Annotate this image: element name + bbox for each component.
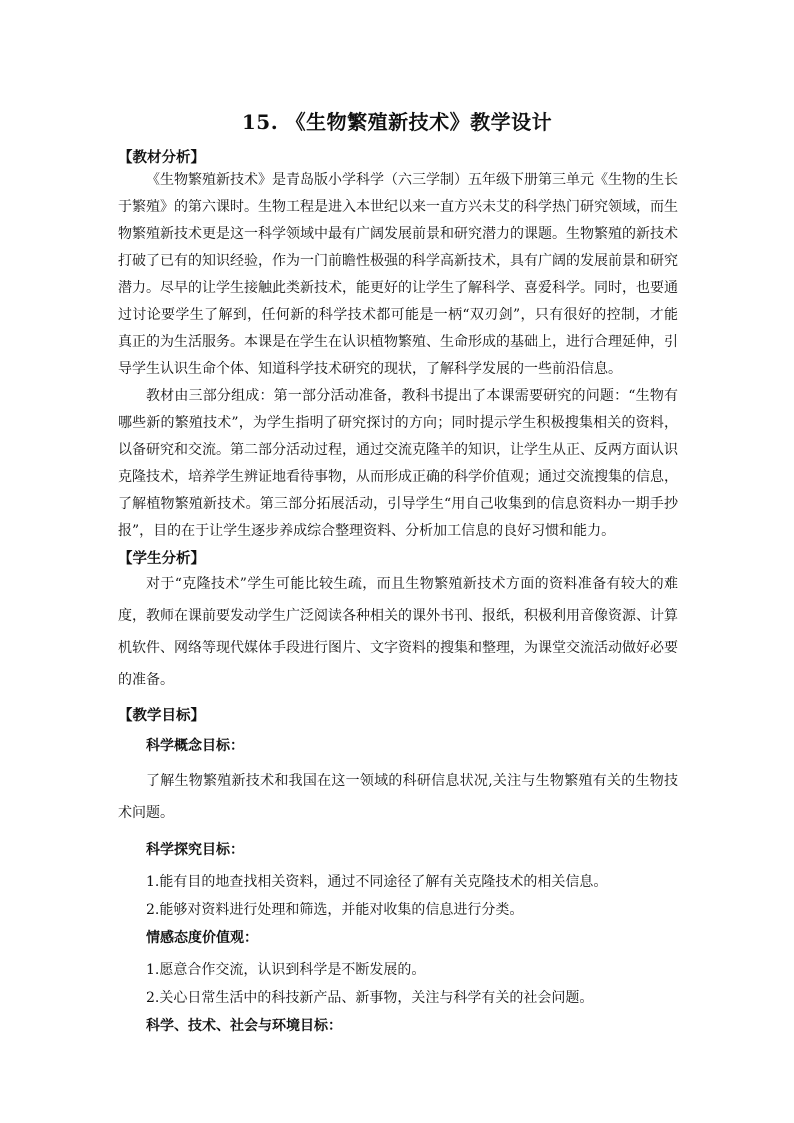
concept-goal-text: 了解生物繁殖新技术和我国在这一领域的科研信息状况,关注与生物繁殖有关的生物技术问题。 <box>118 773 678 821</box>
emotion-goal-item: 1.愿意合作交流，认识到科学是不断发展的。 <box>146 962 426 978</box>
sts-goal-title: 科学、技术、社会与环境目标： <box>146 1018 342 1034</box>
material-paragraph-1: 《生物繁殖新技术》是青岛版小学科学（六三学制）五年级下册第三单元《生物的生长于繁殖》的第六课时。生物工程是进入本世纪以来一直方兴未艾的科学热门研究领域，而生物繁殖新技术更是这一科学领域中最有广阔发展前景和研究潜力的课题。生物繁殖的新技术打破了已有的知识经验，作为一门前瞻性极强的科学高新技术，具有广阔的发展前景和研究潜力。尽早的让学生接触此类新技术，能更好的让学生了解科学、喜爱科学。同时，也要通过讨论要学生了解到，任何新的科学技术都可能是一柄“双刃剑”，只有很好的控制，才能真正的为生活服务。本课是在学生在认识植物繁殖、生命形成的基础上，进行合理延伸，引导学生认识生命个体、知道科学技术研究的现状，了解科学发展的一些前沿信息。 <box>118 172 678 377</box>
section-heading-goals: 【教学目标】 <box>118 707 205 724</box>
document-title: 15. 《生物繁殖新技术》教学设计 <box>241 110 553 134</box>
inquiry-goal-item: 1.能有目的地查找相关资料，通过不同途径了解有关克隆技术的相关信息。 <box>146 874 608 890</box>
inquiry-goal-title: 科学探究目标： <box>146 842 244 858</box>
concept-goal-title: 科学概念目标： <box>146 738 244 754</box>
document-body <box>118 146 678 1035</box>
material-paragraph-2: 教材由三部分组成：第一部分活动准备，教科书提出了本课需要研究的问题：“生物有哪些新的繁殖技术”，为学生指明了研究探讨的方向；同时提示学生积极搜集相关的资料，以备研究和交流。第二部分活动过程，通过交流克隆羊的知识，让学生从正、反两方面认识克隆技术，培养学生辨证地看待事物，从而形成正确的科学价值观；通过交流搜集的信息，了解植物繁殖新技术。第三部分拓展活动，引导学生“用自己收集到的信息资料办一期手抄报”，目的在于让学生逐步养成综合整理资料、分析加工信息的良好习惯和能力。 <box>118 388 678 539</box>
section-heading-material: 【教材分析】 <box>118 149 205 166</box>
emotion-goal-title: 情感态度价值观： <box>146 930 258 946</box>
inquiry-goal-item: 2.能够对资料进行处理和筛选，并能对收集的信息进行分类。 <box>146 902 524 918</box>
emotion-goal-item: 2.关心日常生活中的科技新产品、新事物，关注与科学有关的社会问题。 <box>146 990 594 1006</box>
section-heading-student: 【学生分析】 <box>118 550 205 567</box>
student-paragraph-1: 对于“克隆技术”学生可能比较生疏，而且生物繁殖新技术方面的资料准备有较大的难度，教师在课前要发动学生广泛阅读各种相关的课外书刊、报纸，积极利用音像资源、计算机软件、网络等现代媒体手段进行图片、文字资料的搜集和整理，为课堂交流活动做好必要的准备。 <box>118 576 678 688</box>
